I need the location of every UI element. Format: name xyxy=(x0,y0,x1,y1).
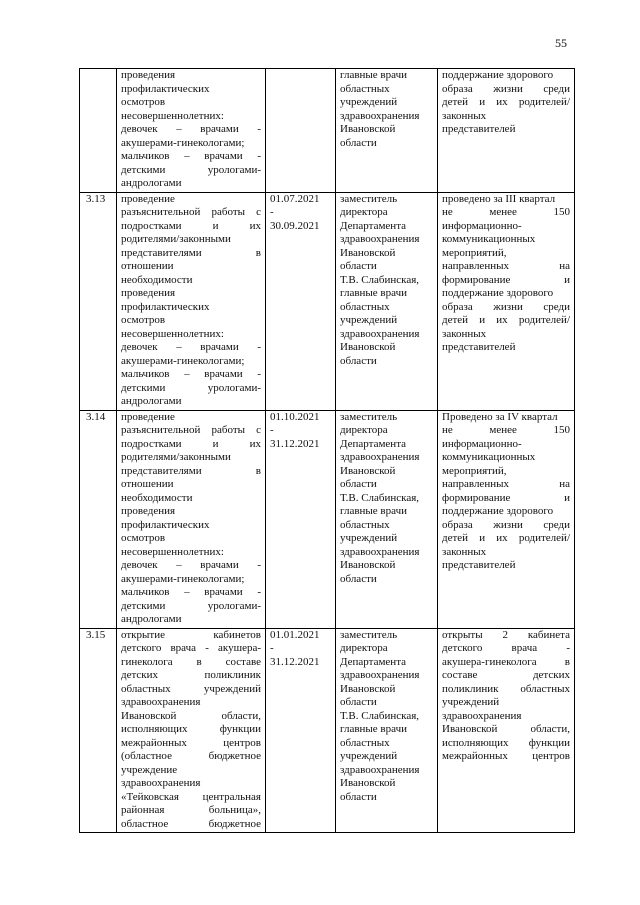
plan-table-body xyxy=(80,69,575,833)
event-cell-line: андрологами xyxy=(121,177,182,189)
item-number: 3.15 xyxy=(80,628,117,833)
result-cell-line: акушера-гинеколога в xyxy=(442,655,570,668)
result-cell-line: коммуникационных xyxy=(442,233,536,245)
event-cell-line: проведения xyxy=(121,505,176,517)
result-cell-line: представителей xyxy=(442,559,516,571)
result-cell-line: информационно- xyxy=(442,437,522,450)
event-cell-line: родителями/законными xyxy=(121,233,231,245)
result-cell-line: поддержание здорового xyxy=(442,69,554,81)
table-row xyxy=(80,69,575,193)
result-cell-line: мероприятий, xyxy=(442,246,507,259)
event-cell-line: детских поликлиник xyxy=(121,669,261,681)
responsible-cell-line: Департамента xyxy=(340,655,407,668)
result-cell xyxy=(438,69,575,193)
event-cell-line: родителями/законными xyxy=(121,451,231,463)
result-cell-line: здравоохранения xyxy=(442,709,522,722)
event-cell-line: профилактических xyxy=(121,518,210,531)
dates-cell-line: 01.07.2021 xyxy=(270,192,320,205)
table-row xyxy=(80,628,575,833)
responsible-cell-line: областных xyxy=(340,300,390,313)
responsible-cell-line: здравоохранения xyxy=(340,763,420,776)
responsible-cell-line: учреждений xyxy=(340,532,398,544)
result-cell-line: информационно- xyxy=(442,219,522,232)
event-cell-line: андрологами xyxy=(121,613,182,625)
dates-cell-line: - xyxy=(270,642,274,654)
event-cell xyxy=(117,192,266,410)
result-cell-line: законных xyxy=(442,109,487,122)
event-cell-line: несовершеннолетних: xyxy=(121,109,224,122)
result-cell-line: направленных на xyxy=(442,478,570,490)
responsible-cell-line: Т.В. Слабинская, xyxy=(340,273,420,286)
responsible-cell-line: Ивановской xyxy=(340,341,396,353)
responsible-cell-line: областных xyxy=(340,518,390,531)
responsible-cell-line: области xyxy=(340,478,377,490)
responsible-cell-line: областных xyxy=(340,736,390,749)
result-cell-line: направленных на xyxy=(442,260,570,272)
event-cell-line: разъяснительной работы с xyxy=(121,424,261,436)
event-cell-line: исполняющих функции xyxy=(121,723,261,735)
responsible-cell-line: заместитель xyxy=(340,410,398,423)
responsible-cell-line: здравоохранения xyxy=(340,109,420,122)
responsible-cell-line: заместитель xyxy=(340,192,398,205)
result-cell xyxy=(438,192,575,410)
dates-cell xyxy=(266,69,336,193)
responsible-cell-line: области xyxy=(340,260,377,272)
result-cell-line: исполняющих функции xyxy=(442,736,570,749)
result-cell-line: законных xyxy=(442,545,487,558)
responsible-cell xyxy=(336,192,438,410)
dates-cell xyxy=(266,628,336,833)
responsible-cell-line: главные врачи xyxy=(340,505,407,517)
dates-cell-line: 01.10.2021 xyxy=(270,410,320,423)
result-cell-line: мероприятий, xyxy=(442,464,507,477)
event-cell-line: профилактических xyxy=(121,300,210,313)
table-row xyxy=(80,192,575,410)
responsible-cell-line: Т.В. Слабинская, xyxy=(340,491,420,504)
result-cell-line: не менее 150 xyxy=(442,206,570,218)
dates-cell-line: 31.12.2021 xyxy=(270,655,320,668)
event-cell-line: учреждение xyxy=(121,763,178,776)
event-cell-line: акушерами-гинекологами; xyxy=(121,572,245,585)
result-cell-line: образа жизни среди xyxy=(442,300,570,313)
result-cell-line: детей и их родителей/ xyxy=(442,532,570,544)
table-row xyxy=(80,410,575,628)
responsible-cell xyxy=(336,69,438,193)
event-cell-line: необходимости xyxy=(121,273,193,286)
event-cell-line: детскими урологами- xyxy=(121,599,261,612)
event-cell-line: проведение xyxy=(121,192,175,205)
event-cell-line: проведение xyxy=(121,410,175,423)
dates-cell xyxy=(266,192,336,410)
dates-cell-line: 31.12.2021 xyxy=(270,437,320,450)
result-cell-line: коммуникационных xyxy=(442,451,536,463)
event-cell-line: представителями в xyxy=(121,464,261,477)
event-cell-line: мальчиков – врачами - xyxy=(121,150,261,162)
result-cell-line: учреждений xyxy=(442,696,500,708)
responsible-cell-line: Ивановской xyxy=(340,246,396,259)
dates-cell-line: - xyxy=(270,206,274,218)
responsible-cell-line: заместитель xyxy=(340,628,398,641)
responsible-cell-line: здравоохранения xyxy=(340,669,420,681)
result-cell-line: представителей xyxy=(442,341,516,353)
event-cell-line: акушерами-гинекологами; xyxy=(121,354,245,367)
event-cell-line: разъяснительной работы с xyxy=(121,206,261,218)
dates-cell xyxy=(266,410,336,628)
result-cell xyxy=(438,628,575,833)
event-cell-line: областное бюджетное xyxy=(121,817,261,830)
result-cell-line: Ивановской области, xyxy=(442,723,570,735)
responsible-cell-line: директора xyxy=(340,424,388,436)
event-cell-line: здравоохранения xyxy=(121,777,201,789)
event-cell-line: осмотров xyxy=(121,532,166,544)
event-cell-line: межрайонных центров xyxy=(121,736,261,749)
result-cell-line: представителей xyxy=(442,123,516,135)
plan-table xyxy=(79,68,575,833)
event-cell-line: акушерами-гинекологами; xyxy=(121,136,245,149)
responsible-cell-line: главные врачи xyxy=(340,723,407,735)
responsible-cell-line: области xyxy=(340,354,377,367)
item-number: 3.14 xyxy=(80,410,117,628)
event-cell xyxy=(117,69,266,193)
responsible-cell-line: учреждений xyxy=(340,96,398,108)
result-cell-line: проведено за III квартал xyxy=(442,192,556,205)
result-cell-line: Проведено за IV квартал xyxy=(442,410,558,423)
event-cell-line: здравоохранения xyxy=(121,696,201,708)
responsible-cell-line: области xyxy=(340,696,377,708)
responsible-cell-line: здравоохранения xyxy=(340,545,420,558)
result-cell-line: открыты 2 кабинета xyxy=(442,628,570,641)
responsible-cell-line: областных xyxy=(340,82,390,95)
event-cell-line: проведения xyxy=(121,69,176,81)
responsible-cell-line: Департамента xyxy=(340,437,407,450)
event-cell-line: детскими урологами- xyxy=(121,163,261,176)
responsible-cell-line: директора xyxy=(340,206,388,218)
responsible-cell-line: директора xyxy=(340,642,388,654)
event-cell-line: мальчиков – врачами - xyxy=(121,368,261,380)
event-cell-line: осмотров xyxy=(121,314,166,326)
responsible-cell-line: здравоохранения xyxy=(340,327,420,340)
event-cell-line: профилактических xyxy=(121,82,210,95)
result-cell-line: составе детских xyxy=(442,669,570,681)
event-cell-line: осмотров xyxy=(121,96,166,108)
result-cell-line: формирование и xyxy=(442,491,570,504)
result-cell-line: детского врача - xyxy=(442,642,570,654)
responsible-cell-line: Департамента xyxy=(340,219,407,232)
responsible-cell-line: главные врачи xyxy=(340,287,407,299)
event-cell-line: девочек – врачами - xyxy=(121,559,261,571)
result-cell-line: межрайонных центров xyxy=(442,750,570,762)
event-cell-line: подростками и их xyxy=(121,219,261,232)
result-cell-line: образа жизни среди xyxy=(442,82,570,95)
responsible-cell-line: здравоохранения xyxy=(340,451,420,463)
result-cell-line: образа жизни среди xyxy=(442,518,570,531)
event-cell-line: гинеколога в составе xyxy=(121,655,261,668)
event-cell-line: «Тейковская центральная xyxy=(121,790,261,803)
event-cell-line: районная больница», xyxy=(121,804,261,816)
event-cell-line: детскими урологами- xyxy=(121,381,261,394)
dates-cell-line: 30.09.2021 xyxy=(270,219,320,232)
event-cell-line: проведения xyxy=(121,287,176,299)
result-cell-line: поддержание здорового xyxy=(442,287,554,299)
event-cell xyxy=(117,628,266,833)
responsible-cell xyxy=(336,410,438,628)
responsible-cell-line: Ивановской xyxy=(340,777,396,789)
responsible-cell-line: области xyxy=(340,572,377,585)
event-cell-line: отношении xyxy=(121,260,174,272)
dates-cell-line: 01.01.2021 xyxy=(270,628,320,641)
responsible-cell-line: Ивановской xyxy=(340,559,396,571)
result-cell-line: формирование и xyxy=(442,273,570,286)
responsible-cell-line: Т.В. Слабинская, xyxy=(340,709,420,722)
event-cell-line: детского врача - акушера- xyxy=(121,642,261,654)
event-cell xyxy=(117,410,266,628)
result-cell-line: детей и их родителей/ xyxy=(442,96,570,108)
event-cell-line: подростками и их xyxy=(121,437,261,450)
event-cell-line: открытие кабинетов xyxy=(121,628,261,641)
event-cell-line: необходимости xyxy=(121,491,193,504)
result-cell-line: поликлиник областных xyxy=(442,682,570,695)
responsible-cell xyxy=(336,628,438,833)
result-cell xyxy=(438,410,575,628)
responsible-cell-line: главные врачи xyxy=(340,69,407,81)
event-cell-line: девочек – врачами - xyxy=(121,341,261,353)
responsible-cell-line: области xyxy=(340,790,377,803)
event-cell-line: несовершеннолетних: xyxy=(121,327,224,340)
event-cell-line: мальчиков – врачами - xyxy=(121,586,261,598)
result-cell-line: детей и их родителей/ xyxy=(442,314,570,326)
event-cell-line: девочек – врачами - xyxy=(121,123,261,135)
responsible-cell-line: области xyxy=(340,136,377,149)
item-number: 3.13 xyxy=(80,192,117,410)
responsible-cell-line: Ивановской xyxy=(340,464,396,477)
responsible-cell-line: учреждений xyxy=(340,314,398,326)
event-cell-line: андрологами xyxy=(121,395,182,407)
result-cell-line: не менее 150 xyxy=(442,424,570,436)
event-cell-line: несовершеннолетних: xyxy=(121,545,224,558)
page-number: 55 xyxy=(555,36,567,50)
responsible-cell-line: Ивановской xyxy=(340,123,396,135)
event-cell-line: областных учреждений xyxy=(121,682,261,695)
responsible-cell-line: Ивановской xyxy=(340,682,396,695)
result-cell-line: законных xyxy=(442,327,487,340)
event-cell-line: (областное бюджетное xyxy=(121,750,261,762)
event-cell-line: Ивановской области, xyxy=(121,709,261,722)
result-cell-line: поддержание здорового xyxy=(442,505,554,517)
dates-cell-line: - xyxy=(270,424,274,436)
responsible-cell-line: здравоохранения xyxy=(340,233,420,245)
responsible-cell-line: учреждений xyxy=(340,750,398,762)
item-number xyxy=(80,69,117,193)
event-cell-line: представителями в xyxy=(121,246,261,259)
event-cell-line: отношении xyxy=(121,478,174,490)
